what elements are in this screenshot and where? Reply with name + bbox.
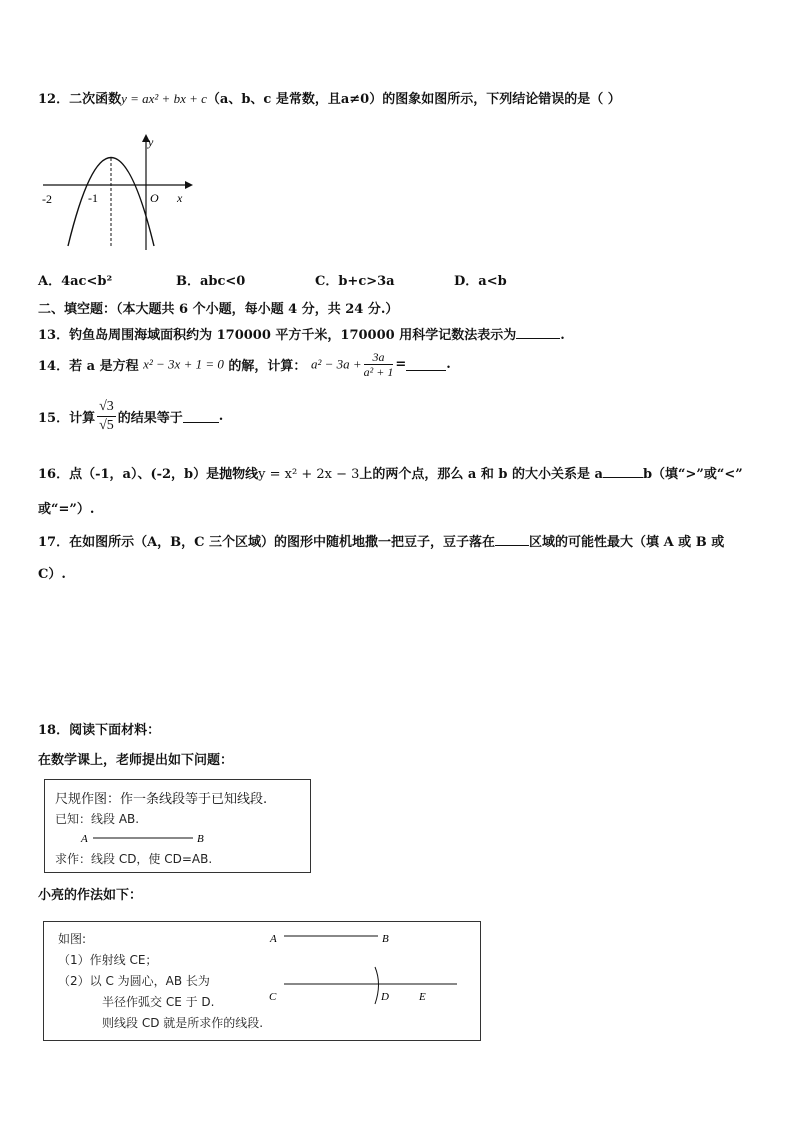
q14-fraction-numerator: 3a — [364, 350, 394, 365]
problem-box-line2: 已知：线段 AB. — [55, 812, 140, 826]
q14-fraction — [364, 350, 394, 379]
construction-box — [43, 921, 481, 1041]
q16-line2: 或“=”）. — [38, 502, 95, 517]
q12-parabola-graph — [38, 128, 198, 253]
tick-label-neg1: -1 — [88, 191, 98, 205]
q15-answer-blank[interactable] — [183, 410, 219, 423]
x-axis-label: x — [177, 191, 183, 205]
q12-formula: y = ax² + bx + c — [121, 91, 207, 106]
q13-text: 13．钓鱼岛周围海域面积约为 170000 平方千米，170000 用科学记数法表示为 — [38, 328, 517, 343]
q18-title: 18．阅读下面材料： — [38, 723, 161, 738]
q16-formula: y = x² + 2x − 3 — [258, 467, 360, 482]
problem-box-line3: 求作：线段 CD，使 CD=AB. — [55, 852, 213, 866]
q14-mid: 的解，计算： — [228, 359, 307, 374]
construction-figure — [264, 924, 474, 1014]
construction-line1: 如图: — [58, 932, 87, 946]
q12-option-c: C．b+c>3a — [315, 274, 395, 289]
q16-text-b: 上的两个点，那么 a 和 b 的大小关系是 a — [359, 467, 603, 482]
section-heading: 二、填空题：（本大题共 6 个小题，每小题 4 分，共 24 分.） — [38, 302, 399, 317]
q14 — [38, 350, 451, 379]
tick-label-neg2: -2 — [42, 192, 52, 206]
fig-point-e: E — [419, 991, 426, 1003]
fig-point-d: D — [381, 991, 389, 1003]
q12-option-d: D．a<b — [454, 274, 507, 289]
q15-prefix: 15．计算 — [38, 411, 96, 426]
q17-answer-blank[interactable] — [495, 533, 529, 546]
q15-end: . — [218, 409, 224, 424]
q14-equals: = — [395, 357, 407, 372]
construction-line5: 则线段 CD 就是所求作的线段. — [102, 1016, 264, 1030]
point-b-label: B — [197, 833, 204, 845]
q15-denominator: √5 — [99, 418, 114, 433]
q12-prefix: 12．二次函数 — [38, 92, 122, 107]
problem-box-line1: 尺规作图：作一条线段等于已知线段. — [55, 792, 268, 807]
q12-option-b: B．abc<0 — [176, 274, 246, 289]
q16-text-c: b（填“>”或“<” — [642, 467, 743, 482]
q15-numerator: √3 — [97, 398, 116, 417]
q13 — [38, 324, 565, 343]
construction-line3: （2）以 C 为圆心，AB 长为 — [58, 974, 210, 988]
q14-prefix: 14．若 a 是方程 — [38, 359, 139, 374]
fig-point-c: C — [269, 991, 277, 1003]
q18-intro: 在数学课上，老师提出如下问题： — [38, 753, 234, 768]
method-title: 小亮的作法如下： — [38, 888, 143, 903]
problem-box — [44, 779, 311, 873]
q15-fraction — [97, 398, 116, 435]
q14-fraction-denominator: a² + 1 — [363, 365, 394, 379]
q16-answer-blank[interactable] — [603, 465, 643, 478]
q15 — [38, 398, 223, 435]
q16-line1 — [38, 463, 743, 482]
construction-line2: （1）作射线 CE； — [58, 953, 158, 967]
q14-end: . — [446, 357, 451, 372]
q17-text-a: 17．在如图所示（A，B，C 三个区域）的图形中随机地撒一把豆子，豆子落在 — [38, 535, 496, 550]
q14-expression: a² − 3a + — [310, 356, 362, 372]
q14-equation: x² − 3x + 1 = 0 — [143, 356, 224, 372]
q14-answer-blank[interactable] — [406, 358, 446, 371]
point-a-label: A — [81, 833, 88, 845]
q17-line1 — [38, 531, 724, 550]
q17-text-b: 区域的可能性最大（填 A 或 B 或 — [529, 535, 725, 550]
q13-answer-blank[interactable] — [516, 326, 560, 339]
q13-end: . — [560, 328, 565, 343]
segment-ab-figure — [79, 830, 209, 846]
origin-label: O — [150, 191, 159, 205]
q12-stem — [38, 88, 621, 107]
construction-line4: 半径作弧交 CE 于 D. — [102, 995, 215, 1009]
q16-text-a: 16．点（-1，a）、(-2，b）是抛物线 — [38, 467, 259, 482]
q17-line2: C）. — [38, 567, 66, 582]
fig-point-a: A — [270, 933, 277, 945]
q15-suffix: 的结果等于 — [117, 411, 183, 426]
q12-suffix: （a、b、c 是常数，且a≠0）的图象如图所示，下列结论错误的是（ ） — [206, 92, 621, 107]
y-axis-label: y — [148, 135, 154, 149]
fig-point-b: B — [382, 933, 389, 945]
q12-option-a: A．4ac<b² — [38, 274, 113, 289]
